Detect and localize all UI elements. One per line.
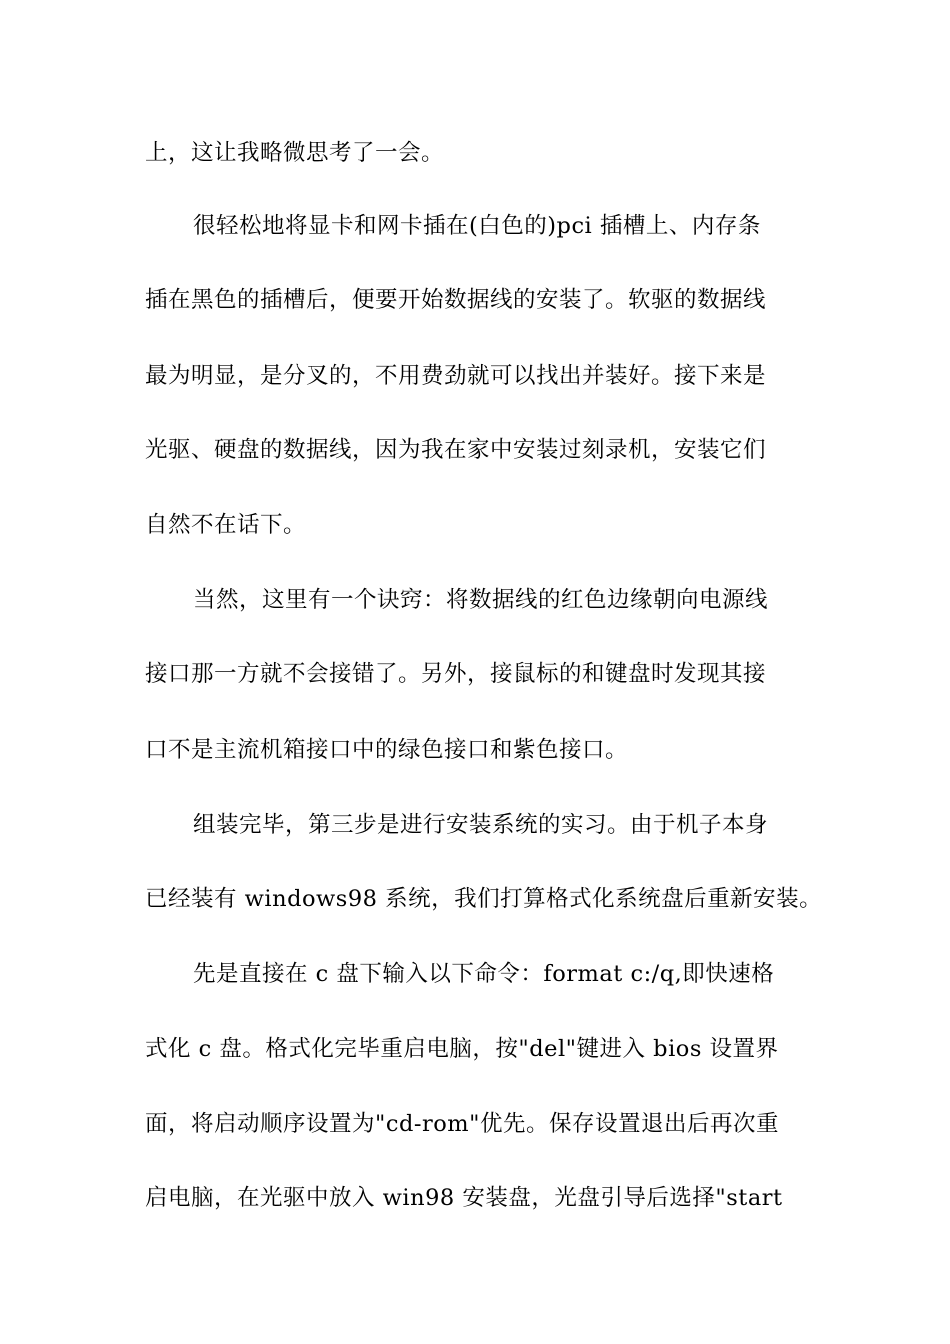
paragraph-first-line: 组装完毕，第三步是进行安装系统的实习。由于机子本身 — [193, 812, 769, 838]
paragraph-first-line: 先是直接在 c 盘下输入以下命令：format c:/q,即快速格 — [193, 961, 775, 987]
paragraph-first-line: 很轻松地将显卡和网卡插在(白色的)pci 插槽上、内存条 — [193, 213, 761, 239]
text-line: 启电脑，在光驱中放入 win98 安装盘，光盘引导后选择"start — [145, 1185, 783, 1211]
text-line: 口不是主流机箱接口中的绿色接口和紫色接口。 — [145, 737, 629, 763]
paragraph-first-line: 当然，这里有一个诀窍：将数据线的红色边缘朝向电源线 — [193, 587, 769, 613]
text-line: 已经装有 windows98 系统，我们打算格式化系统盘后重新安装。 — [145, 886, 823, 912]
text-line: 插在黑色的插槽后，便要开始数据线的安装了。软驱的数据线 — [145, 287, 767, 313]
text-line: 自然不在话下。 — [145, 512, 307, 538]
text-line: 面，将启动顺序设置为"cd-rom"优先。保存设置退出后再次重 — [145, 1111, 779, 1137]
text-line: 接口那一方就不会接错了。另外，接鼠标的和键盘时发现其接 — [145, 661, 767, 687]
text-line: 最为明显，是分叉的，不用费劲就可以找出并装好。接下来是 — [145, 363, 767, 389]
text-line: 式化 c 盘。格式化完毕重启电脑，按"del"键进入 bios 设置界 — [145, 1036, 779, 1062]
text-line: 上，这让我略微思考了一会。 — [145, 140, 445, 166]
text-line: 光驱、硬盘的数据线，因为我在家中安装过刻录机，安装它们 — [145, 437, 767, 463]
